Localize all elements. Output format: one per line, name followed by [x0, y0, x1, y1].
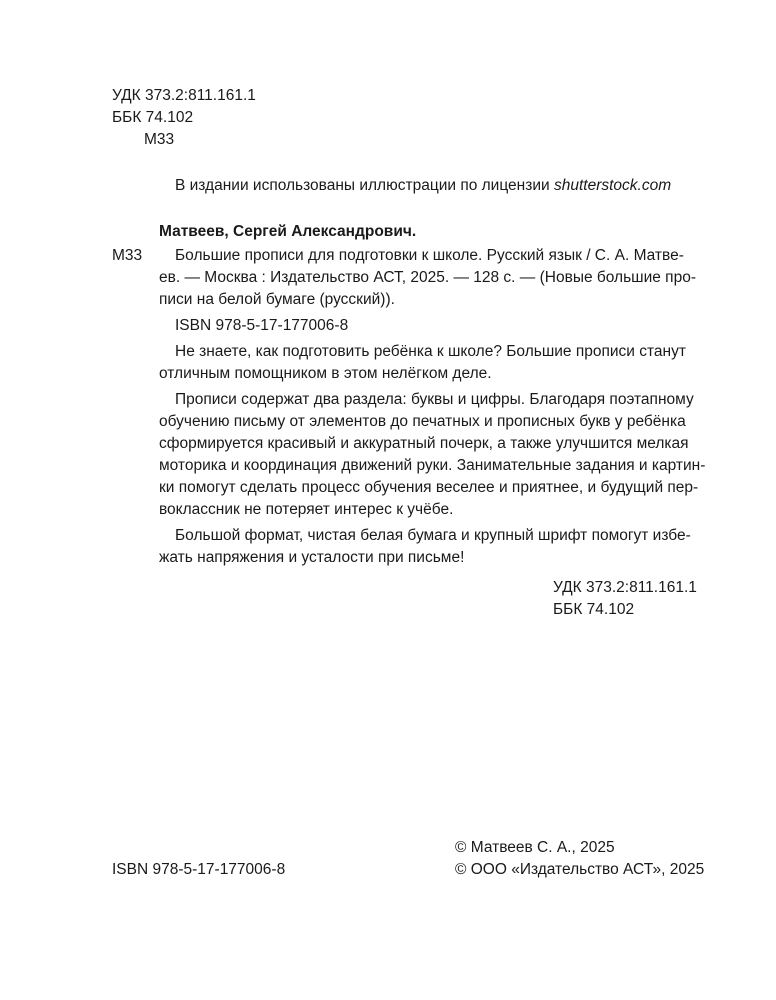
illustrations-source: shutterstock.com	[553, 177, 672, 194]
copyright-author: © Матвеев С. А., 2025	[455, 839, 615, 856]
classification-bbk: ББК 74.102	[553, 601, 635, 618]
annotation-line: обучению письму от элементов до печатных и прописных букв у ребёнка	[159, 413, 686, 430]
copyright-publisher: © ООО «Издательство АСТ», 2025	[455, 861, 705, 878]
annotation-line: жать напряжения и усталости при письме!	[159, 549, 465, 566]
record-author: Матвеев, Сергей Александрович.	[159, 223, 417, 240]
annotation-line: воклассник не потеряет интерес к учёбе.	[159, 501, 454, 518]
annotation-line: сформируется красивый и аккуратный почерк, а также улучшится мелкая	[159, 435, 689, 452]
record-isbn: ISBN 978-5-17-177006-8	[175, 317, 349, 334]
annotation-line: Большой формат, чистая белая бумага и крупный шрифт помогут избе-	[175, 527, 691, 544]
author-mark: М33	[144, 131, 175, 148]
record-line: Большие прописи для подготовки к школе. Русский язык / С. А. Матве-	[175, 247, 684, 264]
annotation-line: ки помогут сделать процесс обучения веселее и приятнее, и будущий пер-	[159, 479, 699, 496]
annotation-line: Не знаете, как подготовить ребёнка к школе? Большие прописи станут	[175, 343, 686, 360]
record-line: ев. — Москва : Издательство АСТ, 2025. — 128 с. — (Новые большие про-	[159, 269, 696, 286]
illustrations-text: В издании использованы иллюстрации по лицензии	[175, 177, 554, 194]
annotation-line: моторика и координация движений руки. Занимательные задания и картин-	[159, 457, 706, 474]
udk-code: УДК 373.2:811.161.1	[112, 87, 256, 104]
footer-isbn: ISBN 978-5-17-177006-8	[112, 861, 286, 878]
illustrations-note	[175, 178, 671, 194]
bbk-code: ББК 74.102	[112, 109, 194, 126]
annotation-line: отличным помощником в этом нелёгком деле.	[159, 365, 492, 382]
annotation-line: Прописи содержат два раздела: буквы и цифры. Благодаря поэтапному	[175, 391, 694, 408]
record-line: писи на белой бумаге (русский)).	[159, 291, 395, 308]
record-mark: М33	[112, 247, 143, 264]
classification-udk: УДК 373.2:811.161.1	[553, 579, 697, 596]
